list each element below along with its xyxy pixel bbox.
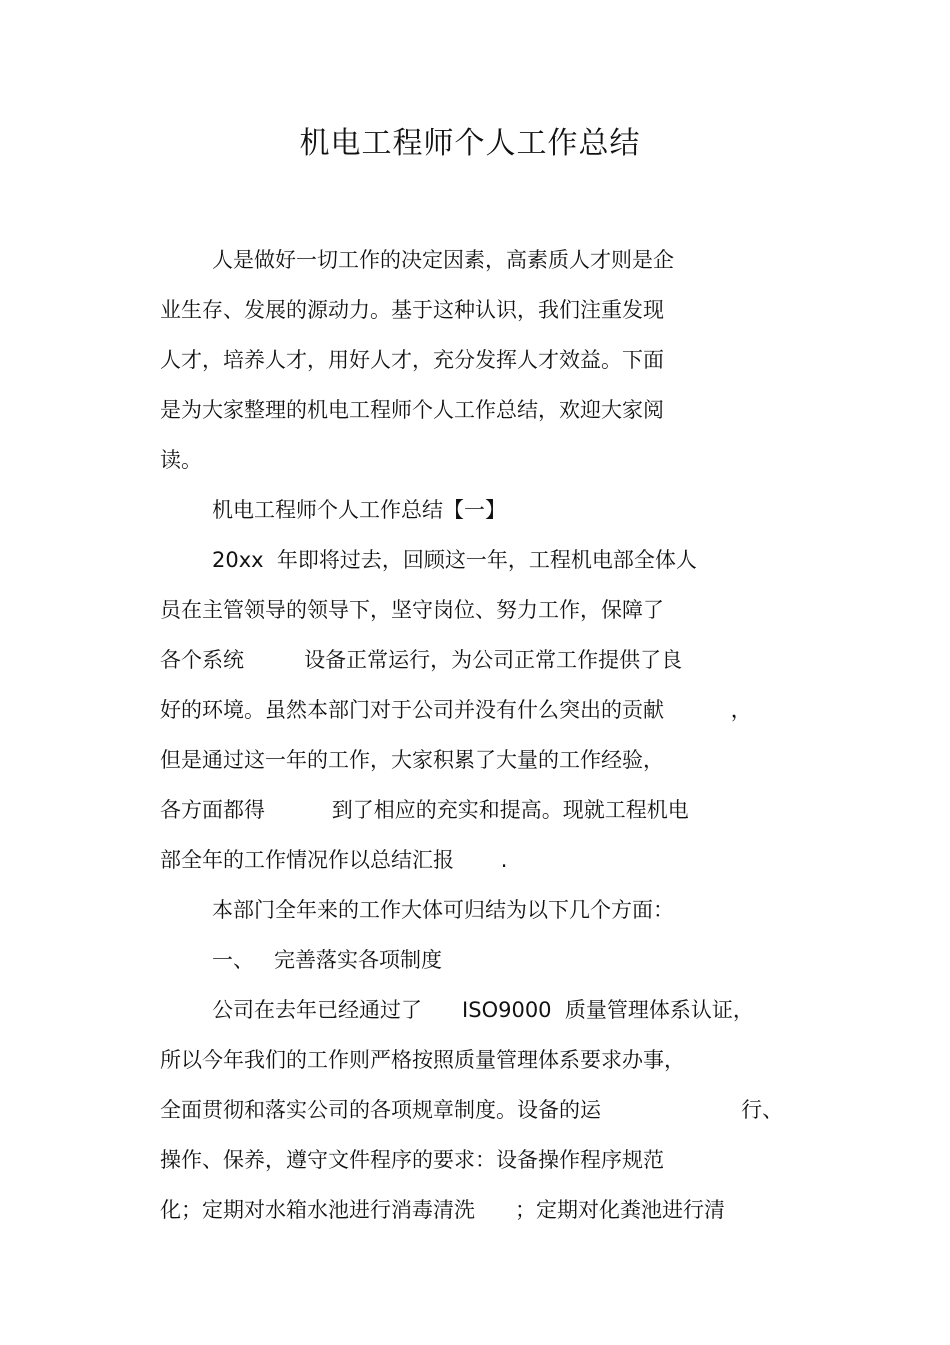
section-heading: 机电工程师个人工作总结【一】	[212, 498, 506, 522]
paragraph-line: 所以今年我们的工作则严格按照质量管理体系要求办事，	[160, 1048, 685, 1072]
paragraph-line: 好的环境。虽然本部门对于公司并没有什么突出的贡献 ，	[160, 698, 752, 722]
paragraph-line: 读。	[160, 448, 202, 472]
section-subheading: 一、 完善落实各项制度	[212, 948, 443, 972]
paragraph-line: 本部门全年来的工作大体可归结为以下几个方面：	[212, 898, 674, 922]
paragraph-line: 是为大家整理的机电工程师个人工作总结，欢迎大家阅	[160, 398, 664, 422]
document-title: 机电工程师个人工作总结	[299, 126, 641, 161]
paragraph-line: 各个系统 设备正常运行，为公司正常工作提供了良	[160, 648, 683, 672]
paragraph-line: 20xx 年即将过去，回顾这一年，工程机电部全体人	[212, 548, 697, 572]
paragraph-line: 员在主管领导的领导下，坚守岗位、努力工作，保障了	[160, 598, 664, 622]
paragraph-line: 人才，培养人才，用好人才，充分发挥人才效益。下面	[160, 348, 664, 372]
paragraph-line: 人是做好一切工作的决定因素，高素质人才则是企	[212, 248, 674, 272]
paragraph-line: 全面贯彻和落实公司的各项规章制度。设备的运 行、	[160, 1098, 784, 1122]
paragraph-line: 但是通过这一年的工作，大家积累了大量的工作经验，	[160, 748, 664, 772]
paragraph-line: 化；定期对水箱水池进行消毒清洗 ；定期对化粪池进行清	[160, 1198, 726, 1222]
paragraph-line: 部全年的工作情况作以总结汇报 .	[160, 848, 508, 872]
paragraph-line: 操作、保养，遵守文件程序的要求：设备操作程序规范	[160, 1148, 664, 1172]
paragraph-line: 各方面都得 到了相应的充实和提高。现就工程机电	[160, 798, 689, 822]
paragraph-line: 公司在去年已经通过了 ISO9000 质量管理体系认证，	[212, 998, 754, 1022]
paragraph-line: 业生存、发展的源动力。基于这种认识，我们注重发现	[160, 298, 664, 322]
